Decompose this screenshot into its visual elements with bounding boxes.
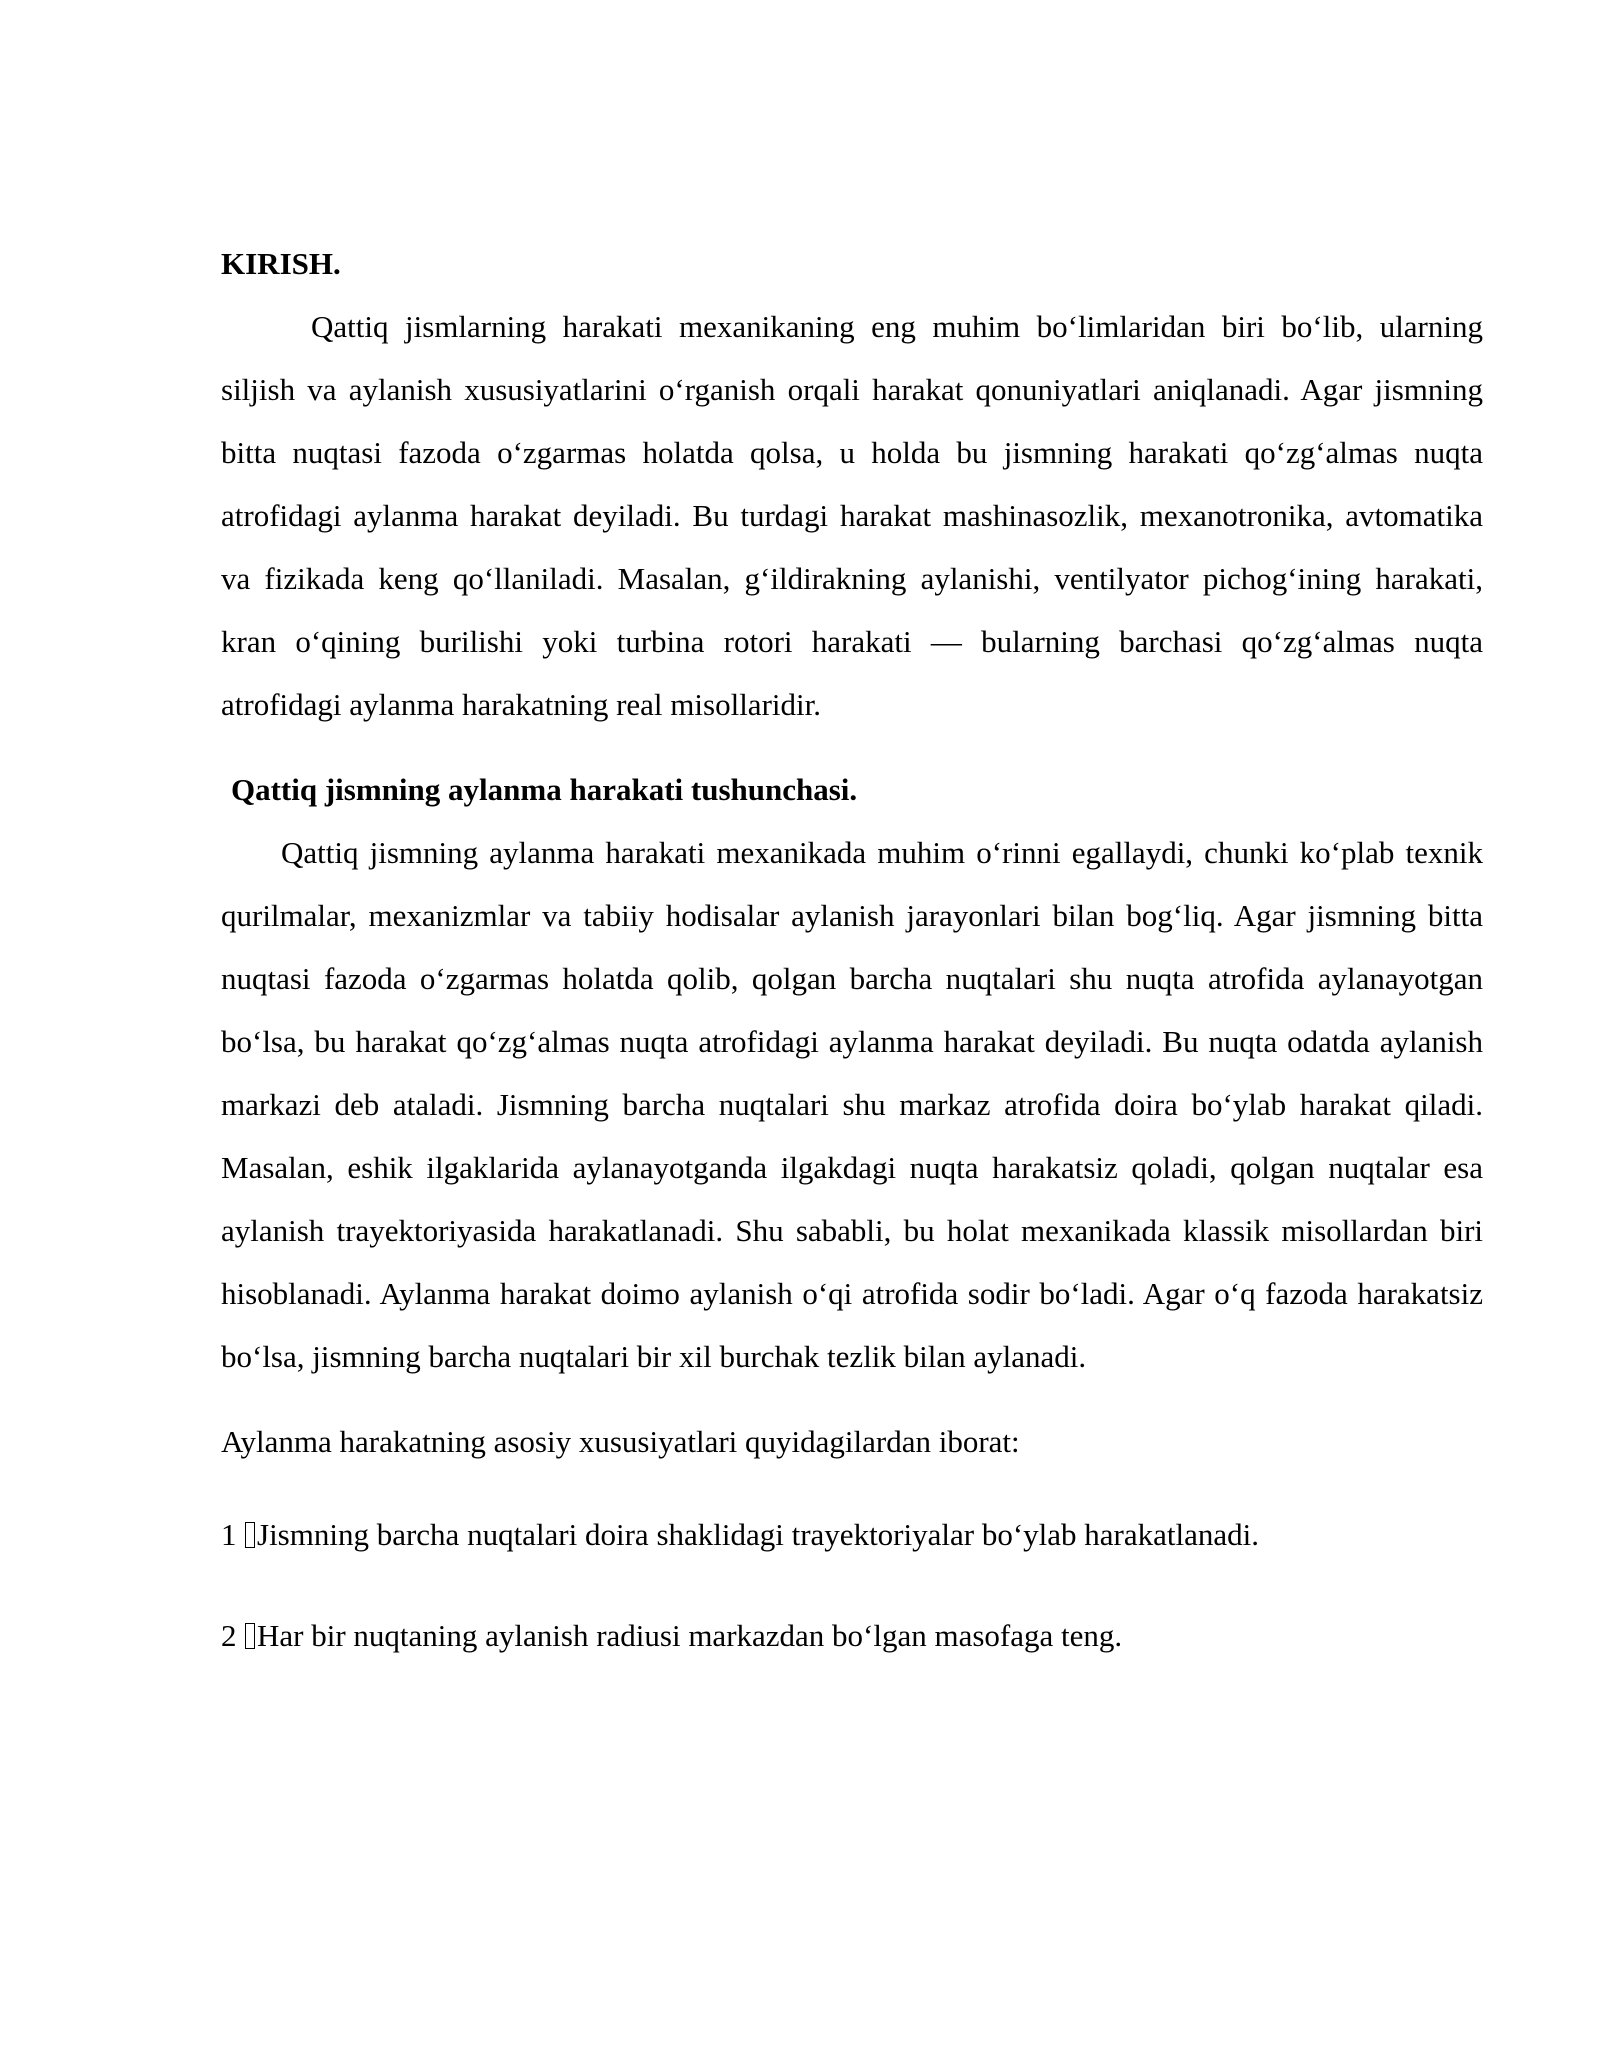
paragraph-properties-intro: Aylanma harakatning asosiy xususiyatlari quyidagilardan iborat:: [221, 1424, 1020, 1459]
paragraph-intro: Qattiq jismlarning harakati mexanikaning eng muhim bo‘limlaridan biri bo‘lib, ularning siljish va aylanish xususiyatlarini o‘rganish orqali harakat qonuniyatlari aniqlanadi. Agar jismning bitta nuqtasi fazoda o‘zgarmas holatda qolsa, u holda bu jismning harakati qo‘zg‘almas nuqta atrofidagi aylanma harakat deyiladi. Bu turdagi harakat mashinasozlik, mexanotronika, avtomatika va fizikada keng qo‘llaniladi. Masalan, g‘ildirakning aylanishi, ventilyator pichog‘ining harakati, kran o‘qining burilishi yoki turbina rotori harakati — bularning barchasi qo‘zg‘almas nuqta atrofidagi aylanma harakatning real misollaridir.: [221, 309, 1483, 722]
heading-kirish: KIRISH.: [221, 246, 341, 281]
list-item-text: Jismning barcha nuqtalari doira shaklidagi trayektoriyalar bo‘ylab harakatlanadi.: [257, 1517, 1259, 1552]
document-body: [221, 232, 1483, 1705]
list-item: [221, 1604, 1483, 1667]
missing-glyph-icon: [245, 1623, 255, 1649]
missing-glyph-icon: [245, 1522, 255, 1548]
list-item-number: 2: [221, 1618, 237, 1653]
list-item: [221, 1503, 1483, 1566]
paragraph-rotational-motion: Qattiq jismning aylanma harakati mexanikada muhim o‘rinni egallaydi, chunki ko‘plab texnik qurilmalar, mexanizmlar va tabiiy hodisalar aylanish jarayonlari bilan bog‘liq. Agar jismning bitta nuqtasi fazoda o‘zgarmas holatda qolib, qolgan barcha nuqtalari shu nuqta atrofida aylanayotgan bo‘lsa, bu harakat qo‘zg‘almas nuqta atrofidagi aylanma harakat deyiladi. Bu nuqta odatda aylanish markazi deb ataladi. Jismning barcha nuqtalari shu markaz atrofida doira bo‘ylab harakat qiladi. Masalan, eshik ilgaklarida aylanayotganda ilgakdagi nuqta harakatsiz qoladi, qolgan nuqtalar esa aylanish trayektoriyasida harakatlanadi. Shu sababli, bu holat mexanikada klassik misollardan biri hisoblanadi. Aylanma harakat doimo aylanish o‘qi atrofida sodir bo‘ladi. Agar o‘q fazoda harakatsiz bo‘lsa, jismning barcha nuqtalari bir xil burchak tezlik bilan aylanadi.: [221, 835, 1483, 1374]
list-item-text: Har bir nuqtaning aylanish radiusi markazdan bo‘lgan masofaga teng.: [257, 1618, 1123, 1653]
properties-list: [221, 1503, 1483, 1667]
heading-rotational-motion: Qattiq jismning aylanma harakati tushunchasi.: [231, 772, 858, 807]
list-item-number: 1: [221, 1517, 237, 1552]
